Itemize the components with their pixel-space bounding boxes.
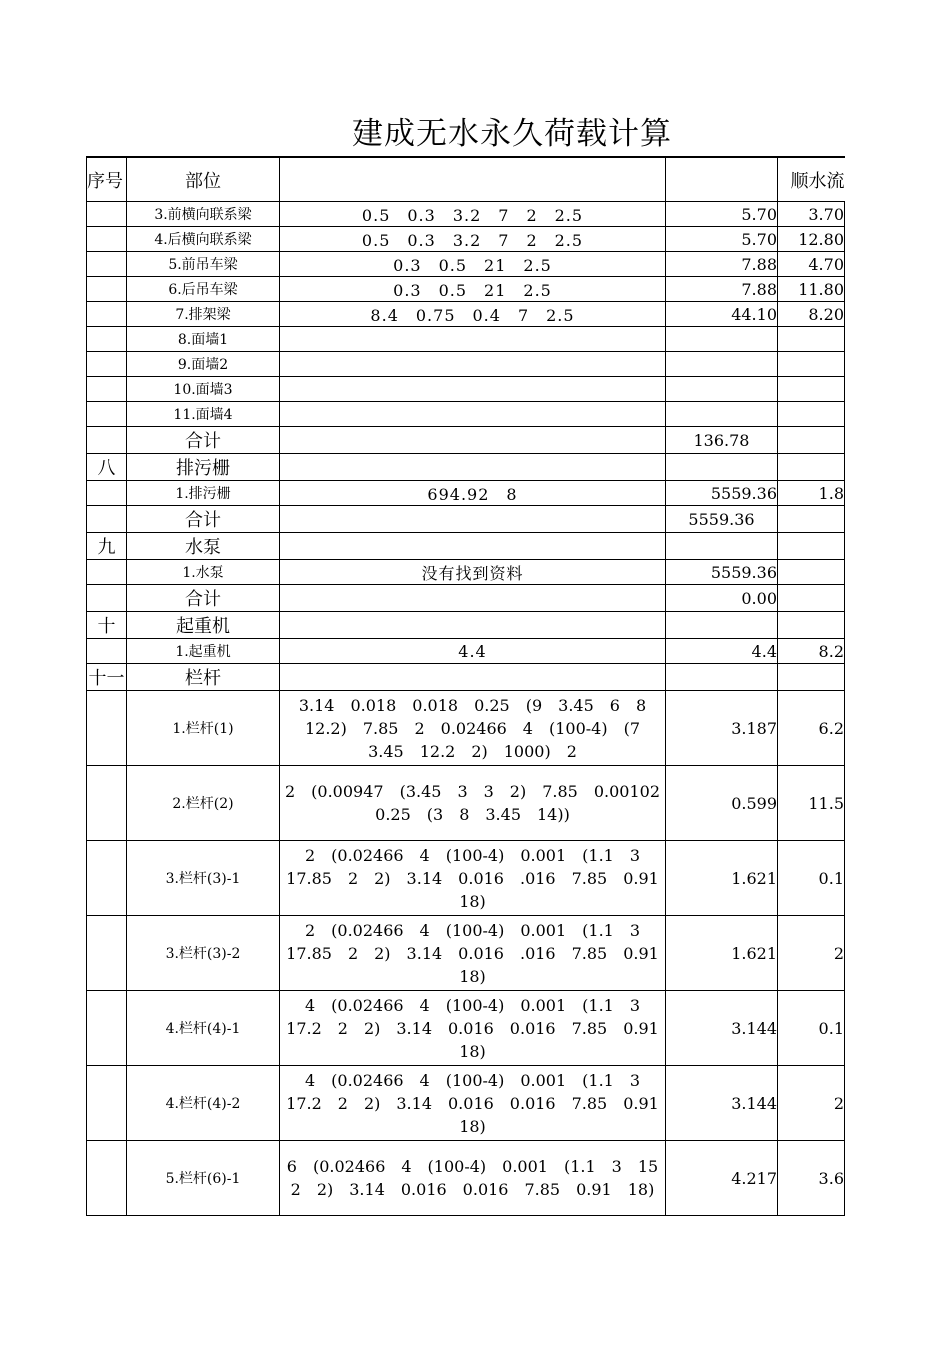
row-number (87, 481, 127, 506)
row-weight: 5559.36 (666, 506, 778, 533)
table-row (87, 227, 845, 252)
row-formula (280, 506, 666, 533)
table-row (87, 202, 845, 227)
table-row (87, 916, 845, 991)
row-arm (778, 454, 845, 481)
row-formula (280, 585, 666, 612)
row-formula: 8.4 0.75 0.4 7 2.5 (280, 302, 666, 327)
row-part-name: 11.面墙4 (127, 402, 280, 427)
row-number (87, 252, 127, 277)
row-number: 八 (87, 454, 127, 481)
row-part-name: 3.前横向联系梁 (127, 202, 280, 227)
row-part-name: 4.栏杆(4)-1 (127, 991, 280, 1066)
row-weight (666, 533, 778, 560)
row-arm (778, 327, 845, 352)
row-arm: 0.1 (778, 991, 845, 1066)
table-row (87, 302, 845, 327)
row-weight: 3.187 (666, 691, 778, 766)
row-number (87, 585, 127, 612)
row-part-name: 1.排污栅 (127, 481, 280, 506)
row-arm: 2 (778, 916, 845, 991)
row-formula (280, 327, 666, 352)
row-part-name: 3.栏杆(3)-1 (127, 841, 280, 916)
row-number (87, 277, 127, 302)
row-weight: 136.78 (666, 427, 778, 454)
row-number (87, 202, 127, 227)
table-row (87, 766, 845, 841)
row-arm: 12.80 (778, 227, 845, 252)
row-arm: 11.5 (778, 766, 845, 841)
row-weight: 1.621 (666, 916, 778, 991)
row-arm (778, 560, 845, 585)
row-formula (280, 427, 666, 454)
row-formula: 0.3 0.5 21 2.5 (280, 277, 666, 302)
table-row (87, 427, 845, 454)
row-weight: 5.70 (666, 202, 778, 227)
row-arm (778, 427, 845, 454)
row-part-name: 4.后横向联系梁 (127, 227, 280, 252)
row-weight (666, 377, 778, 402)
row-weight: 3.144 (666, 1066, 778, 1141)
row-formula: 3.14 0.018 0.018 0.25 (9 3.45 6 8 12.2) 7.85 2 0.02466 4 (100-4) (7 3.45 12.2 2) 1000) 2 (280, 691, 666, 766)
row-arm (778, 612, 845, 639)
row-number (87, 427, 127, 454)
table-row (87, 506, 845, 533)
row-part-name: 3.栏杆(3)-2 (127, 916, 280, 991)
row-weight: 44.10 (666, 302, 778, 327)
row-formula (280, 664, 666, 691)
row-weight: 5.70 (666, 227, 778, 252)
row-part-name: 起重机 (127, 612, 280, 639)
row-part-name: 排污栅 (127, 454, 280, 481)
row-weight (666, 402, 778, 427)
row-weight (666, 612, 778, 639)
row-arm: 6.2 (778, 691, 845, 766)
row-weight: 5559.36 (666, 560, 778, 585)
row-formula: 没有找到资料 (280, 560, 666, 585)
table-row (87, 612, 845, 639)
row-formula (280, 377, 666, 402)
table-row (87, 1066, 845, 1141)
row-weight: 3.144 (666, 991, 778, 1066)
row-formula: 4 (0.02466 4 (100-4) 0.001 (1.1 3 17.2 2 2) 3.14 0.016 0.016 7.85 0.91 18) (280, 1066, 666, 1141)
row-number (87, 639, 127, 664)
table-row (87, 639, 845, 664)
row-part-name: 10.面墙3 (127, 377, 280, 402)
row-part-name: 合计 (127, 427, 280, 454)
row-arm: 0.1 (778, 841, 845, 916)
row-weight (666, 327, 778, 352)
row-formula: 0.5 0.3 3.2 7 2 2.5 (280, 227, 666, 252)
row-part-name: 合计 (127, 585, 280, 612)
row-number (87, 916, 127, 991)
table-row (87, 252, 845, 277)
row-number (87, 402, 127, 427)
row-formula (280, 612, 666, 639)
row-formula: 2 (0.00947 (3.45 3 3 2) 7.85 0.00102 0.25 (3 8 3.45 14)) (280, 766, 666, 841)
row-number: 九 (87, 533, 127, 560)
row-formula: 6 (0.02466 4 (100-4) 0.001 (1.1 3 15 2 2) 3.14 0.016 0.016 7.85 0.91 18) (280, 1141, 666, 1216)
table-row (87, 377, 845, 402)
row-number (87, 352, 127, 377)
row-number (87, 991, 127, 1066)
row-arm: 2 (778, 1066, 845, 1141)
table-row (87, 841, 845, 916)
header-part: 部位 (127, 157, 280, 202)
header-weight (666, 157, 778, 202)
row-arm: 8.20 (778, 302, 845, 327)
row-weight (666, 352, 778, 377)
header-no: 序号 (87, 157, 127, 202)
row-arm: 4.70 (778, 252, 845, 277)
table-row (87, 352, 845, 377)
row-formula (280, 454, 666, 481)
row-weight: 5559.36 (666, 481, 778, 506)
table-row (87, 1141, 845, 1216)
table-row (87, 533, 845, 560)
row-formula: 2 (0.02466 4 (100-4) 0.001 (1.1 3 17.85 2 2) 3.14 0.016 .016 7.85 0.91 18) (280, 916, 666, 991)
row-number: 十 (87, 612, 127, 639)
table-row (87, 481, 845, 506)
row-weight (666, 664, 778, 691)
row-formula: 4.4 (280, 639, 666, 664)
row-weight: 7.88 (666, 277, 778, 302)
row-part-name: 1.栏杆(1) (127, 691, 280, 766)
row-arm: 1.8 (778, 481, 845, 506)
row-part-name: 4.栏杆(4)-2 (127, 1066, 280, 1141)
row-formula: 694.92 8 (280, 481, 666, 506)
row-number (87, 327, 127, 352)
row-arm: 3.6 (778, 1141, 845, 1216)
row-arm: 8.2 (778, 639, 845, 664)
row-formula: 4 (0.02466 4 (100-4) 0.001 (1.1 3 17.2 2 2) 3.14 0.016 0.016 7.85 0.91 18) (280, 991, 666, 1066)
row-number (87, 766, 127, 841)
row-number (87, 1141, 127, 1216)
row-part-name: 栏杆 (127, 664, 280, 691)
table-row (87, 402, 845, 427)
row-arm (778, 506, 845, 533)
row-arm: 3.70 (778, 202, 845, 227)
row-number (87, 506, 127, 533)
page-title: 建成无水永久荷载计算 (352, 116, 672, 152)
row-formula: 0.3 0.5 21 2.5 (280, 252, 666, 277)
row-weight: 4.217 (666, 1141, 778, 1216)
row-weight: 7.88 (666, 252, 778, 277)
table-row (87, 277, 845, 302)
header-formula (280, 157, 666, 202)
row-part-name: 8.面墙1 (127, 327, 280, 352)
table-row (87, 664, 845, 691)
row-weight: 1.621 (666, 841, 778, 916)
row-weight (666, 454, 778, 481)
table-row (87, 560, 845, 585)
row-number: 十一 (87, 664, 127, 691)
row-arm (778, 664, 845, 691)
row-arm (778, 377, 845, 402)
row-part-name: 5.前吊车梁 (127, 252, 280, 277)
row-arm (778, 402, 845, 427)
row-formula: 0.5 0.3 3.2 7 2 2.5 (280, 202, 666, 227)
row-number (87, 302, 127, 327)
table-row (87, 991, 845, 1066)
row-formula: 2 (0.02466 4 (100-4) 0.001 (1.1 3 17.85 2 2) 3.14 0.016 .016 7.85 0.91 18) (280, 841, 666, 916)
row-part-name: 1.起重机 (127, 639, 280, 664)
load-table (86, 156, 845, 1216)
row-formula (280, 352, 666, 377)
row-formula (280, 533, 666, 560)
row-formula (280, 402, 666, 427)
table-row (87, 691, 845, 766)
row-arm (778, 533, 845, 560)
row-part-name: 7.排架梁 (127, 302, 280, 327)
row-arm (778, 585, 845, 612)
row-number (87, 1066, 127, 1141)
row-number (87, 227, 127, 252)
header-arm: 顺水流 (778, 157, 845, 202)
row-part-name: 5.栏杆(6)-1 (127, 1141, 280, 1216)
table-row (87, 585, 845, 612)
row-part-name: 6.后吊车梁 (127, 277, 280, 302)
row-arm (778, 352, 845, 377)
row-number (87, 841, 127, 916)
header-row (87, 157, 845, 202)
row-part-name: 9.面墙2 (127, 352, 280, 377)
row-part-name: 1.水泵 (127, 560, 280, 585)
row-part-name: 合计 (127, 506, 280, 533)
row-number (87, 691, 127, 766)
table-row (87, 327, 845, 352)
row-weight: 4.4 (666, 639, 778, 664)
table-row (87, 454, 845, 481)
row-arm: 11.80 (778, 277, 845, 302)
row-weight: 0.00 (666, 585, 778, 612)
row-number (87, 377, 127, 402)
row-part-name: 2.栏杆(2) (127, 766, 280, 841)
row-number (87, 560, 127, 585)
row-weight: 0.599 (666, 766, 778, 841)
row-part-name: 水泵 (127, 533, 280, 560)
